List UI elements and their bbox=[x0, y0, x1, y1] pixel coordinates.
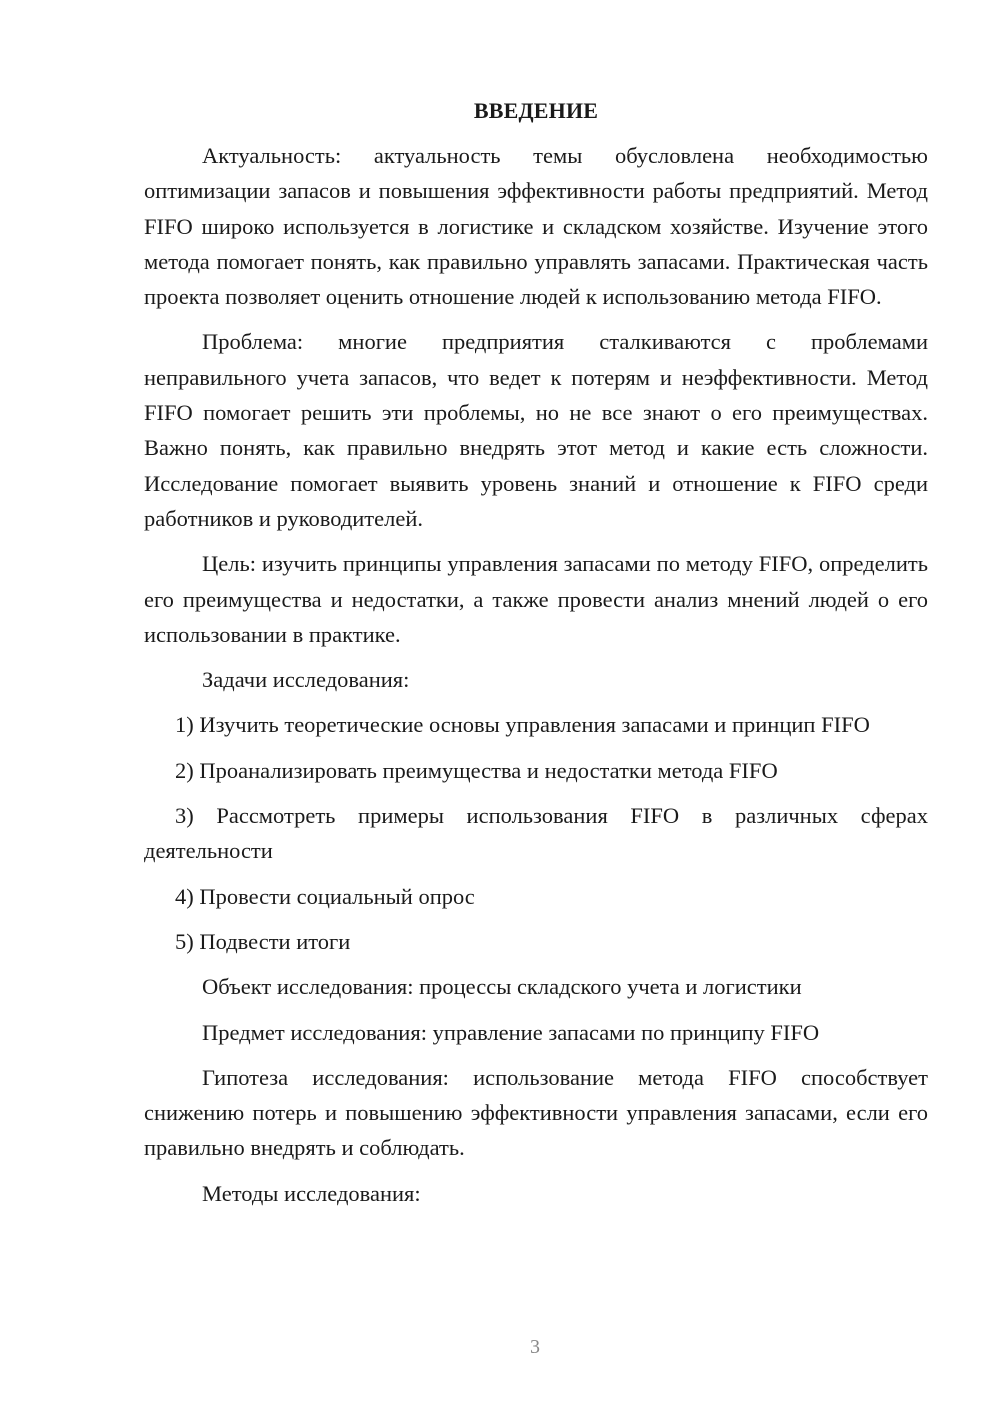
problem-paragraph: Проблема: многие предприятия сталкиваются с проблемами неправильного учета запасов, что ведет к потерям и неэффективности. Метод FIFO помогает решить эти проблемы, но не все знают о его преимуществах. Важно понять, как правильно внедрять этот метод и какие есть сложности. Исследование помогает выявить уровень знаний и отношение к FIFO среди работников и руководителей. bbox=[144, 329, 928, 531]
research-methods: Методы исследования: bbox=[202, 1180, 421, 1206]
section-title: ВВЕДЕНИЕ bbox=[473, 98, 599, 123]
tasks-heading: Задачи исследования: bbox=[202, 667, 410, 693]
task-item-1: 1) Изучить теоретические основы управления запасами и принцип FIFO bbox=[175, 712, 870, 738]
task-item-4: 4) Провести социальный опрос bbox=[175, 883, 475, 909]
task-item-2: 2) Проанализировать преимущества и недостатки метода FIFO bbox=[175, 757, 778, 783]
research-object: Объект исследования: процессы складского учета и логистики bbox=[202, 974, 802, 1000]
task-item-5: 5) Подвести итоги bbox=[175, 928, 351, 954]
page-content bbox=[144, 96, 928, 1221]
relevance-paragraph: Актуальность: актуальность темы обусловлена необходимостью оптимизации запасов и повышения эффективности работы предприятий. Метод FIFO широко используется в логистике и складском хозяйстве. Изучение этого метода помогает понять, как правильно управлять запасами. Практическая часть проекта позволяет оценить отношение людей к использованию метода FIFO. bbox=[144, 143, 928, 310]
research-subject: Предмет исследования: управление запасами по принципу FIFO bbox=[202, 1019, 820, 1045]
task-item-3: 3) Рассмотреть примеры использования FIFO в различных сферах деятельности bbox=[144, 803, 928, 864]
research-hypothesis: Гипотеза исследования: использование метода FIFO способствует снижению потерь и повышению эффективности управления запасами, если его правильно внедрять и соблюдать. bbox=[144, 1064, 928, 1161]
page-number: 3 bbox=[530, 1336, 540, 1358]
goal-paragraph: Цель: изучить принципы управления запасами по методу FIFO, определить его преимущества и недостатки, а также провести анализ мнений людей о его использовании в практике. bbox=[144, 551, 928, 647]
